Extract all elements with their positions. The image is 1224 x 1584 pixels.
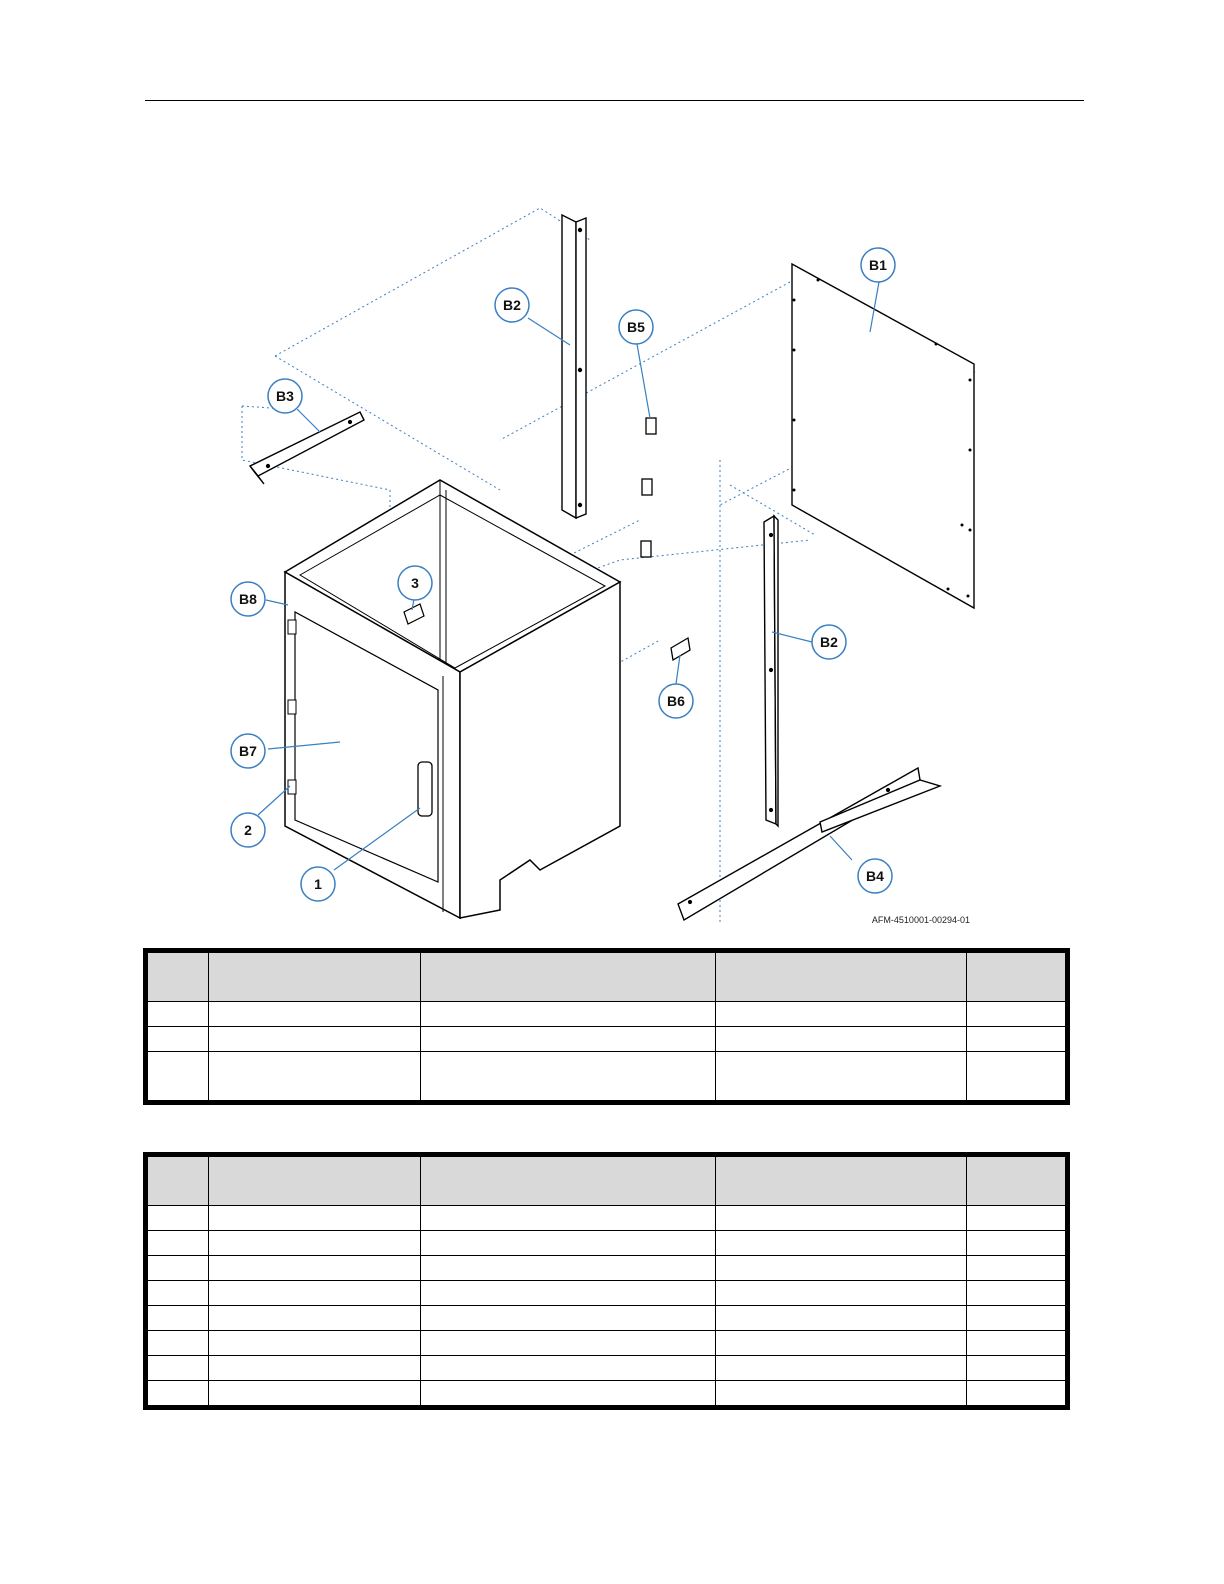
table-cell [967, 1306, 1068, 1331]
table-cell [421, 1052, 716, 1103]
table-header-cell [967, 951, 1068, 1002]
table-cell [421, 1356, 716, 1381]
table-cell [146, 1381, 209, 1408]
table-row [146, 1256, 1068, 1281]
callout-b8-label: B8 [239, 591, 257, 607]
table-cell [967, 1002, 1068, 1027]
table-header-cell [209, 1155, 421, 1206]
table-cell [146, 1002, 209, 1027]
table-cell [146, 1281, 209, 1306]
table-cell [421, 1381, 716, 1408]
callout-b5-label: B5 [627, 319, 645, 335]
callout-b2-upper [495, 288, 529, 322]
table-cell [716, 1002, 967, 1027]
table-cell [209, 1306, 421, 1331]
table-row [146, 1381, 1068, 1408]
table-header-cell [716, 951, 967, 1002]
callout-b3-label: B3 [276, 388, 294, 404]
table-cell [716, 1052, 967, 1103]
table-cell [716, 1231, 967, 1256]
table-header-cell [146, 1155, 209, 1206]
callout-b2-right-label: B2 [820, 634, 838, 650]
table-cell [209, 1381, 421, 1408]
bottom-rail-b4 [678, 768, 940, 920]
table-cell [716, 1331, 967, 1356]
table-cell [716, 1306, 967, 1331]
table-cell [967, 1356, 1068, 1381]
callout-2-label: 2 [244, 822, 252, 838]
callout-b6-label: B6 [667, 693, 685, 709]
table-cell [209, 1002, 421, 1027]
table-header-cell [967, 1155, 1068, 1206]
table-cell [967, 1331, 1068, 1356]
table-cell [146, 1027, 209, 1052]
callout-b6 [659, 684, 693, 718]
table-cell [146, 1231, 209, 1256]
table-cell [716, 1356, 967, 1381]
table-cell [716, 1281, 967, 1306]
table-row [146, 1306, 1068, 1331]
table-row [146, 1331, 1068, 1356]
table-cell [967, 1052, 1068, 1103]
table-cell [716, 1381, 967, 1408]
table-cell [146, 1206, 209, 1231]
callout-b2-upper-label: B2 [503, 297, 521, 313]
callout-b5 [619, 310, 653, 344]
table-header-cell [209, 951, 421, 1002]
callout-b3 [268, 379, 302, 413]
table-header-cell [146, 951, 209, 1002]
table-cell [209, 1256, 421, 1281]
table-cell [209, 1356, 421, 1381]
table-cell [209, 1027, 421, 1052]
table-cell [209, 1052, 421, 1103]
callout-b4-label: B4 [866, 868, 884, 884]
callout-b7-label: B7 [239, 743, 257, 759]
table-cell [209, 1206, 421, 1231]
table-header-cell [421, 1155, 716, 1206]
table-cell [421, 1281, 716, 1306]
table-row [146, 1231, 1068, 1256]
callout-1-label: 1 [314, 876, 322, 892]
callout-b4 [858, 859, 892, 893]
table-cell [146, 1306, 209, 1331]
table-cell [421, 1331, 716, 1356]
callout-b1-label: B1 [869, 257, 887, 273]
callout-b1 [861, 248, 895, 282]
table-cell [146, 1331, 209, 1356]
table-cell [716, 1206, 967, 1231]
callout-b2-right [812, 625, 846, 659]
table-cell [421, 1002, 716, 1027]
table-cell [146, 1052, 209, 1103]
figure-id-label: AFM-4510001-00294-01 [871, 915, 970, 925]
callout-2 [231, 813, 265, 847]
table-header-row [146, 951, 1068, 1002]
parts-table-1 [143, 948, 1070, 1105]
callout-b7 [231, 734, 265, 768]
table-row [146, 1206, 1068, 1231]
table-header-cell [421, 951, 716, 1002]
callout-3-label: 3 [411, 575, 419, 591]
table-cell [967, 1281, 1068, 1306]
table-row [146, 1052, 1068, 1103]
post-b2-upper [562, 215, 586, 518]
cabinet-body [285, 480, 620, 918]
table-cell [146, 1356, 209, 1381]
table-cell [967, 1231, 1068, 1256]
brackets-b5 [641, 418, 656, 557]
table-cell [421, 1206, 716, 1231]
post-b2-right [764, 516, 778, 826]
table-cell [716, 1256, 967, 1281]
table-row [146, 1002, 1068, 1027]
table-cell [421, 1306, 716, 1331]
callout-b8 [231, 582, 265, 616]
table-row [146, 1027, 1068, 1052]
callout-1 [301, 867, 335, 901]
callout-3 [398, 566, 432, 600]
table-row [146, 1356, 1068, 1381]
table-cell [209, 1331, 421, 1356]
parts-table-2 [143, 1152, 1070, 1410]
table-cell [967, 1027, 1068, 1052]
table-cell [421, 1256, 716, 1281]
table-cell [146, 1256, 209, 1281]
table-cell [967, 1256, 1068, 1281]
table-cell [967, 1206, 1068, 1231]
table-header-cell [716, 1155, 967, 1206]
table-cell [209, 1231, 421, 1256]
table-header-row [146, 1155, 1068, 1206]
table-cell [421, 1231, 716, 1256]
table-cell [209, 1281, 421, 1306]
bracket-b6 [671, 638, 690, 660]
table-cell [967, 1381, 1068, 1408]
back-panel-b1 [792, 264, 974, 608]
table-row [146, 1281, 1068, 1306]
table-cell [421, 1027, 716, 1052]
table-cell [716, 1027, 967, 1052]
